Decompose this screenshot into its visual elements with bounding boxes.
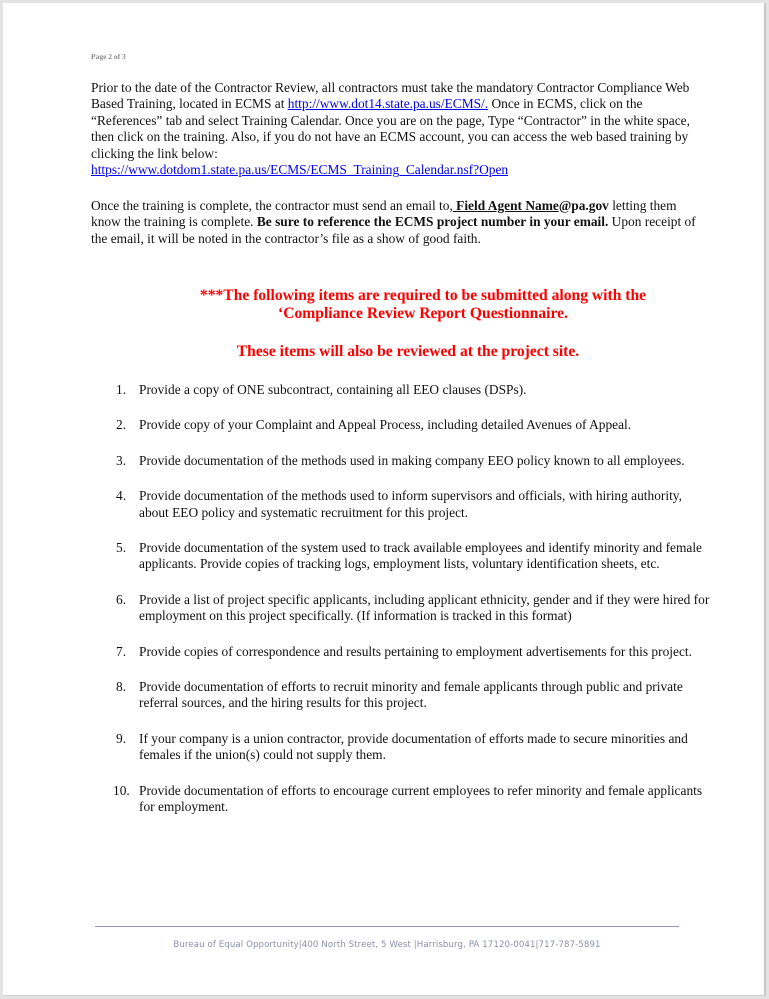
email-instructions-paragraph (91, 198, 701, 247)
list-item-text: Provide documentation of the methods used to inform supervisors and officials, with hiring authority, about EEO policy and systematic recruitment for this project. (139, 488, 682, 520)
list-item-text: Provide a copy of ONE subcontract, containing all EEO clauses (DSPs). (139, 382, 527, 397)
training-instructions-paragraph (91, 80, 701, 178)
list-item-text: If your company is a union contractor, provide documentation of efforts made to secure minorities and females if the union(s) could not supply them. (139, 730, 688, 763)
list-item-number: 3. (116, 452, 127, 468)
email-domain: @pa.gov (558, 198, 609, 213)
list-item-number: 8. (116, 679, 127, 695)
list-item-number: 5. (116, 540, 127, 556)
list-item (113, 488, 713, 521)
list-item (113, 382, 713, 398)
list-item (113, 540, 713, 573)
training-text-a: Prior to the date of the Contractor Review, all contractors must take the mandatory Contractor Compliance Web Based Training, located in ECMS at (91, 80, 690, 112)
ecms-link[interactable]: http://www.dot14.state.pa.us/ECMS/. (287, 96, 489, 112)
list-item-text: Provide documentation of the methods used in making company EEO policy known to all employees. (139, 452, 685, 468)
notice-line-2: ‘Compliance Review Report Questionnaire. (278, 304, 568, 322)
review-site-notice: These items will also be reviewed at the project site. (236, 343, 580, 360)
footer-divider (95, 926, 679, 927)
list-item-text: Provide documentation of efforts to encourage current employees to refer minority and female applicants for employment. (139, 782, 703, 815)
requirements-list (113, 382, 713, 816)
footer-address: Bureau of Equal Opportunity|400 North Street, 5 West |Harrisburg, PA 17120-0041|717-787-5891 (173, 940, 601, 950)
training-text-b: Once in ECMS, click on the “References” tab and select Training Calendar. Once you are on the page, Type “Contractor” in the white space, then click on the training. Also, if you do not have an ECMS account, you can access the web based training by clicking the link below: (91, 96, 690, 161)
list-item-number: 9. (116, 730, 127, 746)
list-item-number: 1. (116, 382, 127, 397)
field-agent-name: Field Agent Name (452, 198, 559, 213)
document-page (3, 3, 766, 996)
email-text-b: letting them know the training is complete. (91, 198, 677, 230)
list-item (113, 417, 713, 433)
notice-line-1: ***The following items are required to be submitted along with the (199, 287, 647, 304)
email-text-c: Upon receipt of the email, it will be noted in the contractor’s file as a show of good faith. (91, 214, 696, 246)
list-item (113, 592, 713, 625)
list-item (113, 731, 713, 764)
list-item-number: 2. (116, 417, 127, 433)
project-number-reminder: Be sure to reference the ECMS project number in your email. (256, 214, 609, 230)
list-item (113, 679, 713, 712)
required-items-notice (63, 287, 769, 322)
list-item-text: Provide copy of your Complaint and Appeal Process, including detailed Avenues of Appeal. (139, 417, 632, 433)
list-item (113, 783, 713, 816)
list-item-text: Provide a list of project specific applicants, including applicant ethnicity, gender and if they were hired for employment on this project specifically. (If information is tracked in this format) (139, 591, 710, 624)
training-calendar-link[interactable]: https://www.dotdom1.state.pa.us/ECMS/ECMS_Training_Calendar.nsf?Open (91, 162, 509, 178)
list-item-text: Provide documentation of the system used to track available employees and identify minority and female applicants. Provide copies of tracking logs, employment lists, voluntary identification sheets, etc. (139, 540, 702, 572)
list-item (113, 453, 713, 469)
list-item-text: Provide documentation of efforts to recruit minority and female applicants through public and private referral sources, and the hiring results for this project. (139, 679, 683, 711)
list-item (113, 644, 713, 660)
list-item-text: Provide copies of correspondence and results pertaining to employment advertisements for this project. (139, 643, 692, 659)
page-number: Page 2 of 3 (91, 52, 126, 61)
email-text-a: Once the training is complete, the contractor must send an email to, (91, 198, 453, 213)
list-item-number: 7. (116, 643, 127, 659)
list-item-number: 10. (113, 782, 130, 798)
list-item-number: 6. (116, 591, 127, 607)
list-item-number: 4. (116, 488, 127, 504)
